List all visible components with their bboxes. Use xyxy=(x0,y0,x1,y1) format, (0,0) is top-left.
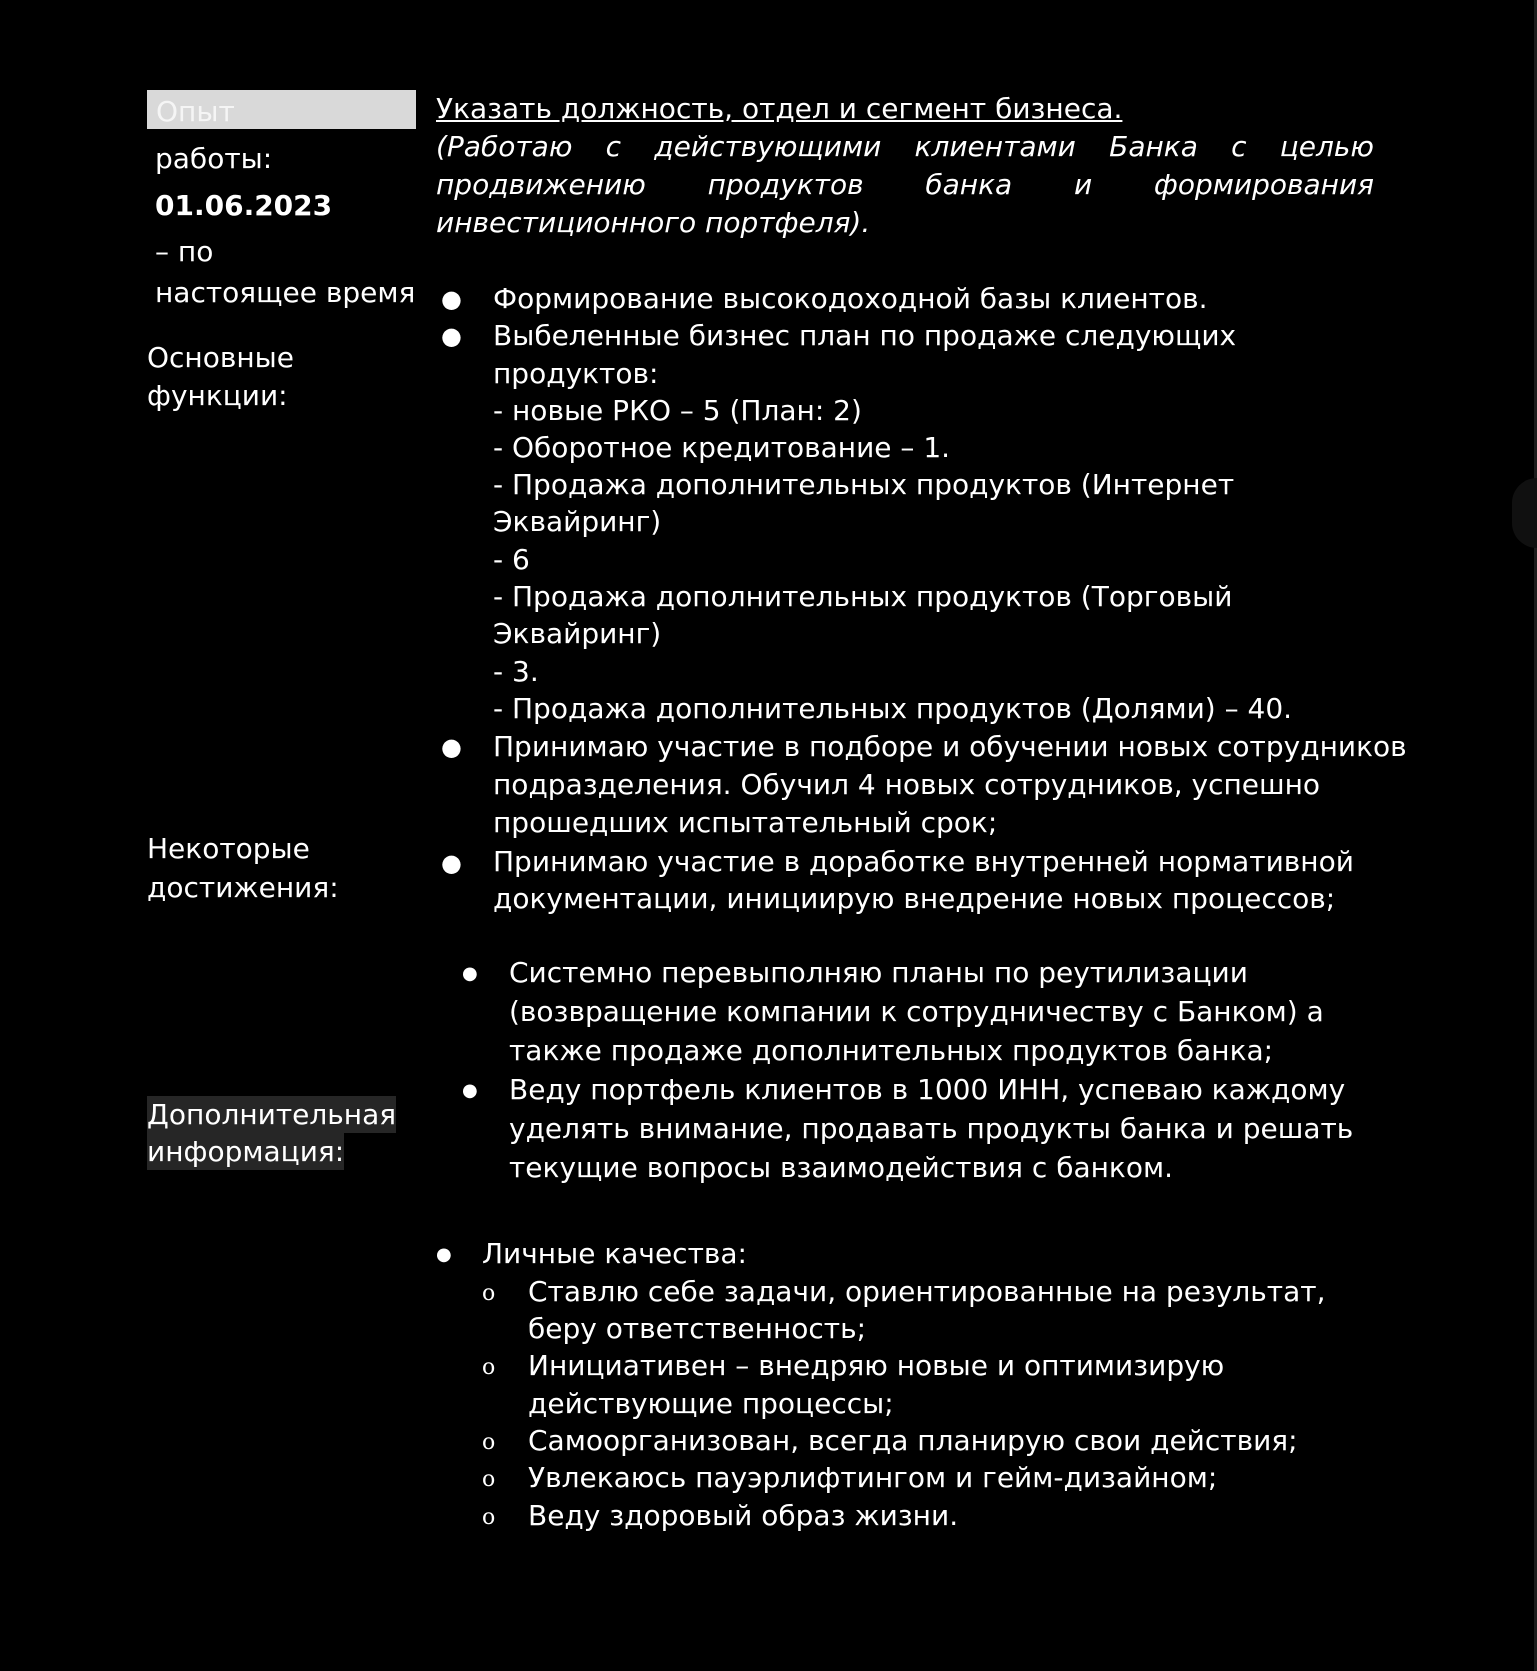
achievement-line: уделять внимание, продавать продукты банка и решать xyxy=(509,1112,1354,1145)
functions-label-cont: функции: xyxy=(147,379,288,412)
achievement-line: Веду портфель клиентов в 1000 ИНН, успеваю каждому xyxy=(509,1073,1346,1106)
function-line: - 6 xyxy=(493,543,530,576)
date-to: – по xyxy=(155,235,214,268)
experience-label-cont: работы: xyxy=(155,142,273,175)
quality-line: действующие процессы; xyxy=(528,1387,894,1420)
position-heading: Указать должность, отдел и сегмент бизнеса. xyxy=(436,92,1123,125)
function-line: документации, инициирую внедрение новых процессов; xyxy=(493,882,1336,915)
quality-line: Увлекаюсь пауэрлифтингом и гейм-дизайном; xyxy=(528,1461,1218,1494)
experience-label: Опыт xyxy=(156,95,235,128)
function-line: - Продажа дополнительных продуктов (Интернет xyxy=(493,468,1235,501)
additional-label: Дополнительная xyxy=(147,1098,397,1131)
function-line: Формирование высокодоходной базы клиентов. xyxy=(493,282,1208,315)
function-line: Эквайринг) xyxy=(493,617,662,650)
function-line: прошедших испытательный срок; xyxy=(493,806,998,839)
function-line: Эквайринг) xyxy=(493,505,662,538)
scroll-handle[interactable] xyxy=(1512,478,1537,548)
bullet-icon: ● xyxy=(436,1244,452,1265)
bullet-icon: ● xyxy=(441,733,462,761)
sub-bullet-icon: o xyxy=(482,1467,496,1492)
achievements-label: Некоторые xyxy=(147,832,310,865)
achievement-line: (возвращение компании к сотрудничеству с Банком) а xyxy=(509,995,1324,1028)
bullet-icon: ● xyxy=(462,963,478,984)
date-present: настоящее время xyxy=(155,276,416,309)
function-line: - Оборотное кредитование – 1. xyxy=(493,431,951,464)
position-description: (Работаю с действующими клиентами Банка с целью продвижению продуктов банка и формирования инвестиционного портфеля). xyxy=(436,130,1374,239)
function-line: - Продажа дополнительных продуктов (Торговый xyxy=(493,580,1233,613)
quality-line: Самоорганизован, всегда планирую свои действия; xyxy=(528,1424,1298,1457)
bullet-icon: ● xyxy=(441,322,462,350)
sub-bullet-icon: o xyxy=(482,1505,496,1530)
bullet-icon: ● xyxy=(441,849,462,877)
experience-label-highlight xyxy=(147,90,416,129)
bullet-icon: ● xyxy=(462,1080,478,1101)
achievements-label-cont: достижения: xyxy=(147,871,339,904)
sub-bullet-icon: o xyxy=(482,1355,496,1380)
function-line: Принимаю участие в подборе и обучении новых сотрудников xyxy=(493,730,1407,763)
quality-line: Веду здоровый образ жизни. xyxy=(528,1499,959,1532)
achievement-line: Системно перевыполняю планы по реутилизации xyxy=(509,956,1248,989)
quality-line: беру ответственность; xyxy=(528,1312,867,1345)
bullet-icon: ● xyxy=(441,285,462,313)
function-line: - новые РКО – 5 (План: 2) xyxy=(493,394,862,427)
achievement-line: также продаже дополнительных продуктов банка; xyxy=(509,1034,1274,1067)
function-line: подразделения. Обучил 4 новых сотрудников, успешно xyxy=(493,768,1321,801)
date-start: 01.06.2023 xyxy=(155,189,333,222)
personal-qualities-title: Личные качества: xyxy=(482,1237,747,1270)
functions-label: Основные xyxy=(147,341,295,374)
achievement-line: текущие вопросы взаимодействия с банком. xyxy=(509,1151,1173,1184)
sub-bullet-icon: o xyxy=(482,1430,496,1455)
function-line: - Продажа дополнительных продуктов (Долями) – 40. xyxy=(493,692,1293,725)
additional-label-cont: информация: xyxy=(147,1135,345,1168)
sub-bullet-icon: o xyxy=(482,1281,496,1306)
quality-line: Инициативен – внедряю новые и оптимизирую xyxy=(528,1349,1225,1382)
function-line: Принимаю участие в доработке внутренней нормативной xyxy=(493,845,1354,878)
function-line: продуктов: xyxy=(493,357,659,390)
function-line: - 3. xyxy=(493,655,539,688)
function-line: Выбеленные бизнес план по продаже следующих xyxy=(493,319,1237,352)
quality-line: Ставлю себе задачи, ориентированные на результат, xyxy=(528,1275,1326,1308)
